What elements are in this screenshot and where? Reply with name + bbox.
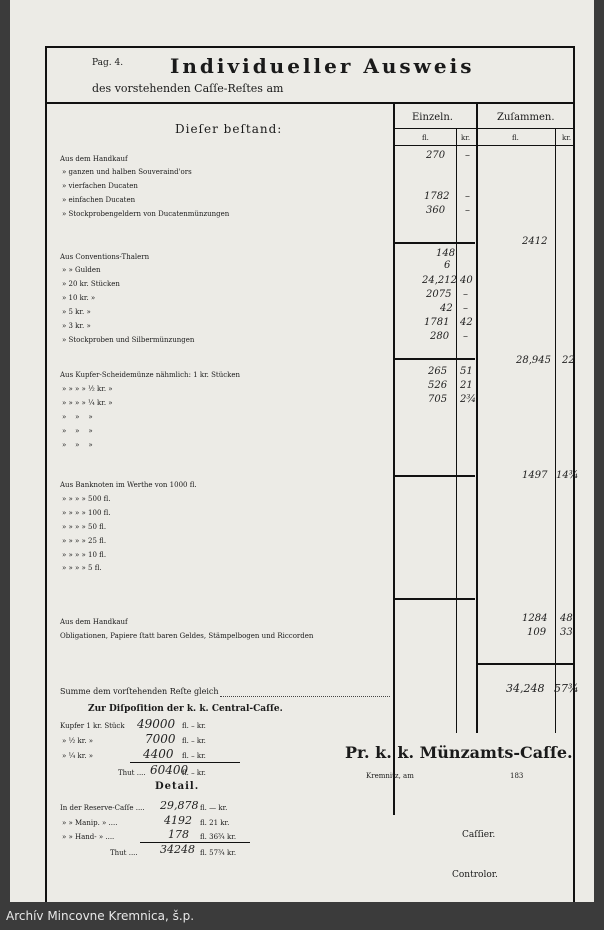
- detail-amount: 178: [168, 828, 189, 841]
- row-fl: 280: [430, 331, 450, 342]
- row-label: Aus Conventions-Thalern: [60, 253, 150, 261]
- col-rule-main: [393, 103, 395, 815]
- group-rule: [395, 358, 475, 360]
- detail-unit: fl. — kr.: [200, 804, 228, 812]
- row-label: » » » » ½ kr. »: [62, 385, 113, 393]
- detail-label: In der Reserve-Caſſe ....: [60, 804, 145, 812]
- detail-heading: Detail.: [155, 781, 200, 792]
- row-kr: 33: [560, 627, 573, 638]
- group-total-fl: 2412: [522, 236, 548, 247]
- row-label: » » » » 100 fl.: [62, 509, 111, 517]
- cassier-label: Caſſier.: [462, 830, 496, 840]
- row-label: Obligationen, Papiere ſtatt baren Geldes, Stämpelbogen und Riccorden: [60, 632, 314, 640]
- detail-unit: fl. 36¾ kr.: [200, 833, 237, 841]
- detail-label: » » Manip. » ....: [62, 819, 118, 827]
- row-label: Aus Banknoten im Werthe von 1000 fl.: [60, 481, 197, 489]
- page-frame: [45, 46, 575, 914]
- row-fl: 265: [428, 366, 448, 377]
- einzeln-kr-header: kr.: [461, 134, 471, 142]
- row-label: » einfachen Ducaten: [62, 196, 136, 204]
- col-rule-zusammen-kr: [555, 128, 556, 733]
- group-rule: [395, 242, 475, 244]
- row-label: » » » » 25 fl.: [62, 537, 107, 545]
- summe-kr: 57¾: [554, 682, 579, 695]
- group-total-fl: 1497: [522, 470, 548, 481]
- archive-watermark: Archív Mincovne Kremnica, š.p.: [6, 909, 195, 923]
- header-rule: [47, 102, 574, 104]
- row-kr: –: [465, 191, 470, 202]
- row-fl: 2075: [426, 289, 452, 300]
- row-fl: 1284: [522, 613, 548, 624]
- detail-total-label: Thut ....: [110, 849, 138, 857]
- row-fl: 526: [428, 380, 448, 391]
- einzeln-fl-header: fl.: [422, 134, 429, 142]
- row-label: » » » » 500 fl.: [62, 495, 111, 503]
- row-label: » » » » 50 fl.: [62, 523, 107, 531]
- office-name: Pr. k. k. Münzamts-Caſſe.: [345, 743, 573, 762]
- detail-sum-rule: [140, 842, 250, 843]
- row-kr: –: [463, 303, 468, 314]
- zusammen-fl-header: fl.: [512, 134, 519, 142]
- row-kr: –: [463, 331, 468, 342]
- detail-amount: 4192: [164, 814, 192, 827]
- row-label: » ganzen und halben Souveraind'ors: [62, 168, 192, 176]
- total-rule: [478, 663, 575, 665]
- row-fl: 24,212: [422, 275, 457, 286]
- row-kr: 2¾: [460, 394, 477, 405]
- row-label: » » Gulden: [62, 266, 101, 274]
- group-rule: [395, 475, 475, 477]
- row-label: » vierfachen Ducaten: [62, 182, 138, 190]
- disposition-unit: fl. – kr.: [182, 737, 206, 745]
- row-fl: 705: [428, 394, 448, 405]
- subheader-rule: [395, 145, 575, 146]
- disposition-unit: fl. – kr.: [182, 752, 206, 760]
- row-fl: 42: [440, 303, 453, 314]
- detail-label: » » Hand- » ....: [62, 833, 115, 841]
- disposition-total-label: Thut ....: [118, 769, 146, 777]
- office-year: 183: [510, 772, 524, 780]
- row-fl: 270: [426, 150, 446, 161]
- ditto-mark: » » »: [62, 441, 93, 449]
- group-total-kr: 14¾: [556, 470, 579, 481]
- row-kr: 42: [460, 317, 473, 328]
- row-label: » » » » ¼ kr. »: [62, 399, 113, 407]
- controlor-label: Controlor.: [452, 870, 498, 880]
- ditto-mark: » » »: [62, 427, 93, 435]
- row-fl: 148: [436, 248, 456, 259]
- zusammen-kr-header: kr.: [562, 134, 572, 142]
- summe-fl: 34,248: [506, 682, 545, 695]
- row-kr: –: [465, 150, 470, 161]
- col-rule-einzeln-kr: [456, 128, 457, 733]
- disposition-unit: fl. – kr.: [182, 722, 206, 730]
- group-rule: [395, 598, 475, 600]
- row-label: » 10 kr. »: [62, 294, 96, 302]
- disposition-label: » ¼ kr. »: [62, 752, 94, 760]
- einzeln-header: Einzeln.: [412, 112, 453, 123]
- row-kr: –: [465, 205, 470, 216]
- row-kr: 40: [460, 275, 473, 286]
- row-label: » 5 kr. »: [62, 308, 91, 316]
- row-label: Aus dem Handkauf: [60, 618, 128, 626]
- document-subtitle: des vorstehenden Caſſe-Reſtes am: [92, 82, 284, 95]
- detail-total-amount: 34248: [160, 843, 195, 856]
- col-rule-split: [476, 103, 478, 733]
- disposition-heading: Zur Diſpoſition der k. k. Central-Caſſe.: [88, 704, 283, 714]
- detail-amount: 29,878: [160, 799, 199, 812]
- disposition-label: » ½ kr. »: [62, 737, 94, 745]
- column-header-rule: [395, 128, 575, 129]
- detail-total-unit: fl. 57¾ kr.: [200, 849, 237, 857]
- disposition-amount: 49000: [137, 717, 176, 731]
- group-total-kr: 22: [562, 355, 575, 366]
- disposition-amount: 7000: [145, 732, 176, 746]
- disposition-total-unit: fl. – kr.: [182, 769, 206, 777]
- summe-label: Summe dem vorſtehenden Reſte gleich: [60, 687, 219, 696]
- row-kr: 48: [560, 613, 573, 624]
- row-kr: 21: [460, 380, 473, 391]
- row-label: » 3 kr. »: [62, 322, 91, 330]
- detail-unit: fl. 21 kr.: [200, 819, 230, 827]
- disposition-label: Kupfer 1 kr. Stück: [60, 722, 125, 730]
- dotted-leader: [220, 696, 390, 697]
- row-fl: 109: [527, 627, 547, 638]
- section-heading: Dieſer beſtand:: [175, 122, 283, 136]
- group-total-fl: 28,945: [516, 355, 551, 366]
- row-fl: 1781: [424, 317, 450, 328]
- disposition-total-amount: 60400: [150, 763, 189, 777]
- disposition-amount: 4400: [143, 747, 174, 761]
- row-label: » Stockprobengeldern von Ducatenmünzungen: [62, 210, 230, 218]
- row-label: » 20 kr. Stücken: [62, 280, 120, 288]
- row-fl: 1782: [424, 191, 450, 202]
- page-label: Pag. 4.: [92, 58, 124, 68]
- ditto-mark: » » »: [62, 413, 93, 421]
- row-label: » Stockproben und Silbermünzungen: [62, 336, 195, 344]
- row-label: Aus Kupfer-Scheidemünze nähmlich: 1 kr. Stücken: [60, 371, 241, 379]
- row-label: » » » » 5 fl.: [62, 564, 102, 572]
- office-place: Kremnitz, am: [366, 772, 414, 780]
- row-kr: 51: [460, 366, 473, 377]
- row-kr: –: [463, 289, 468, 300]
- row-fl: 360: [426, 205, 446, 216]
- row-label: » » » » 10 fl.: [62, 551, 107, 559]
- row-label: Aus dem Handkauf: [60, 155, 128, 163]
- row-fl: 6: [444, 260, 451, 271]
- document-title: Individueller Ausweis: [170, 54, 475, 78]
- zusammen-header: Zuſammen.: [497, 112, 555, 123]
